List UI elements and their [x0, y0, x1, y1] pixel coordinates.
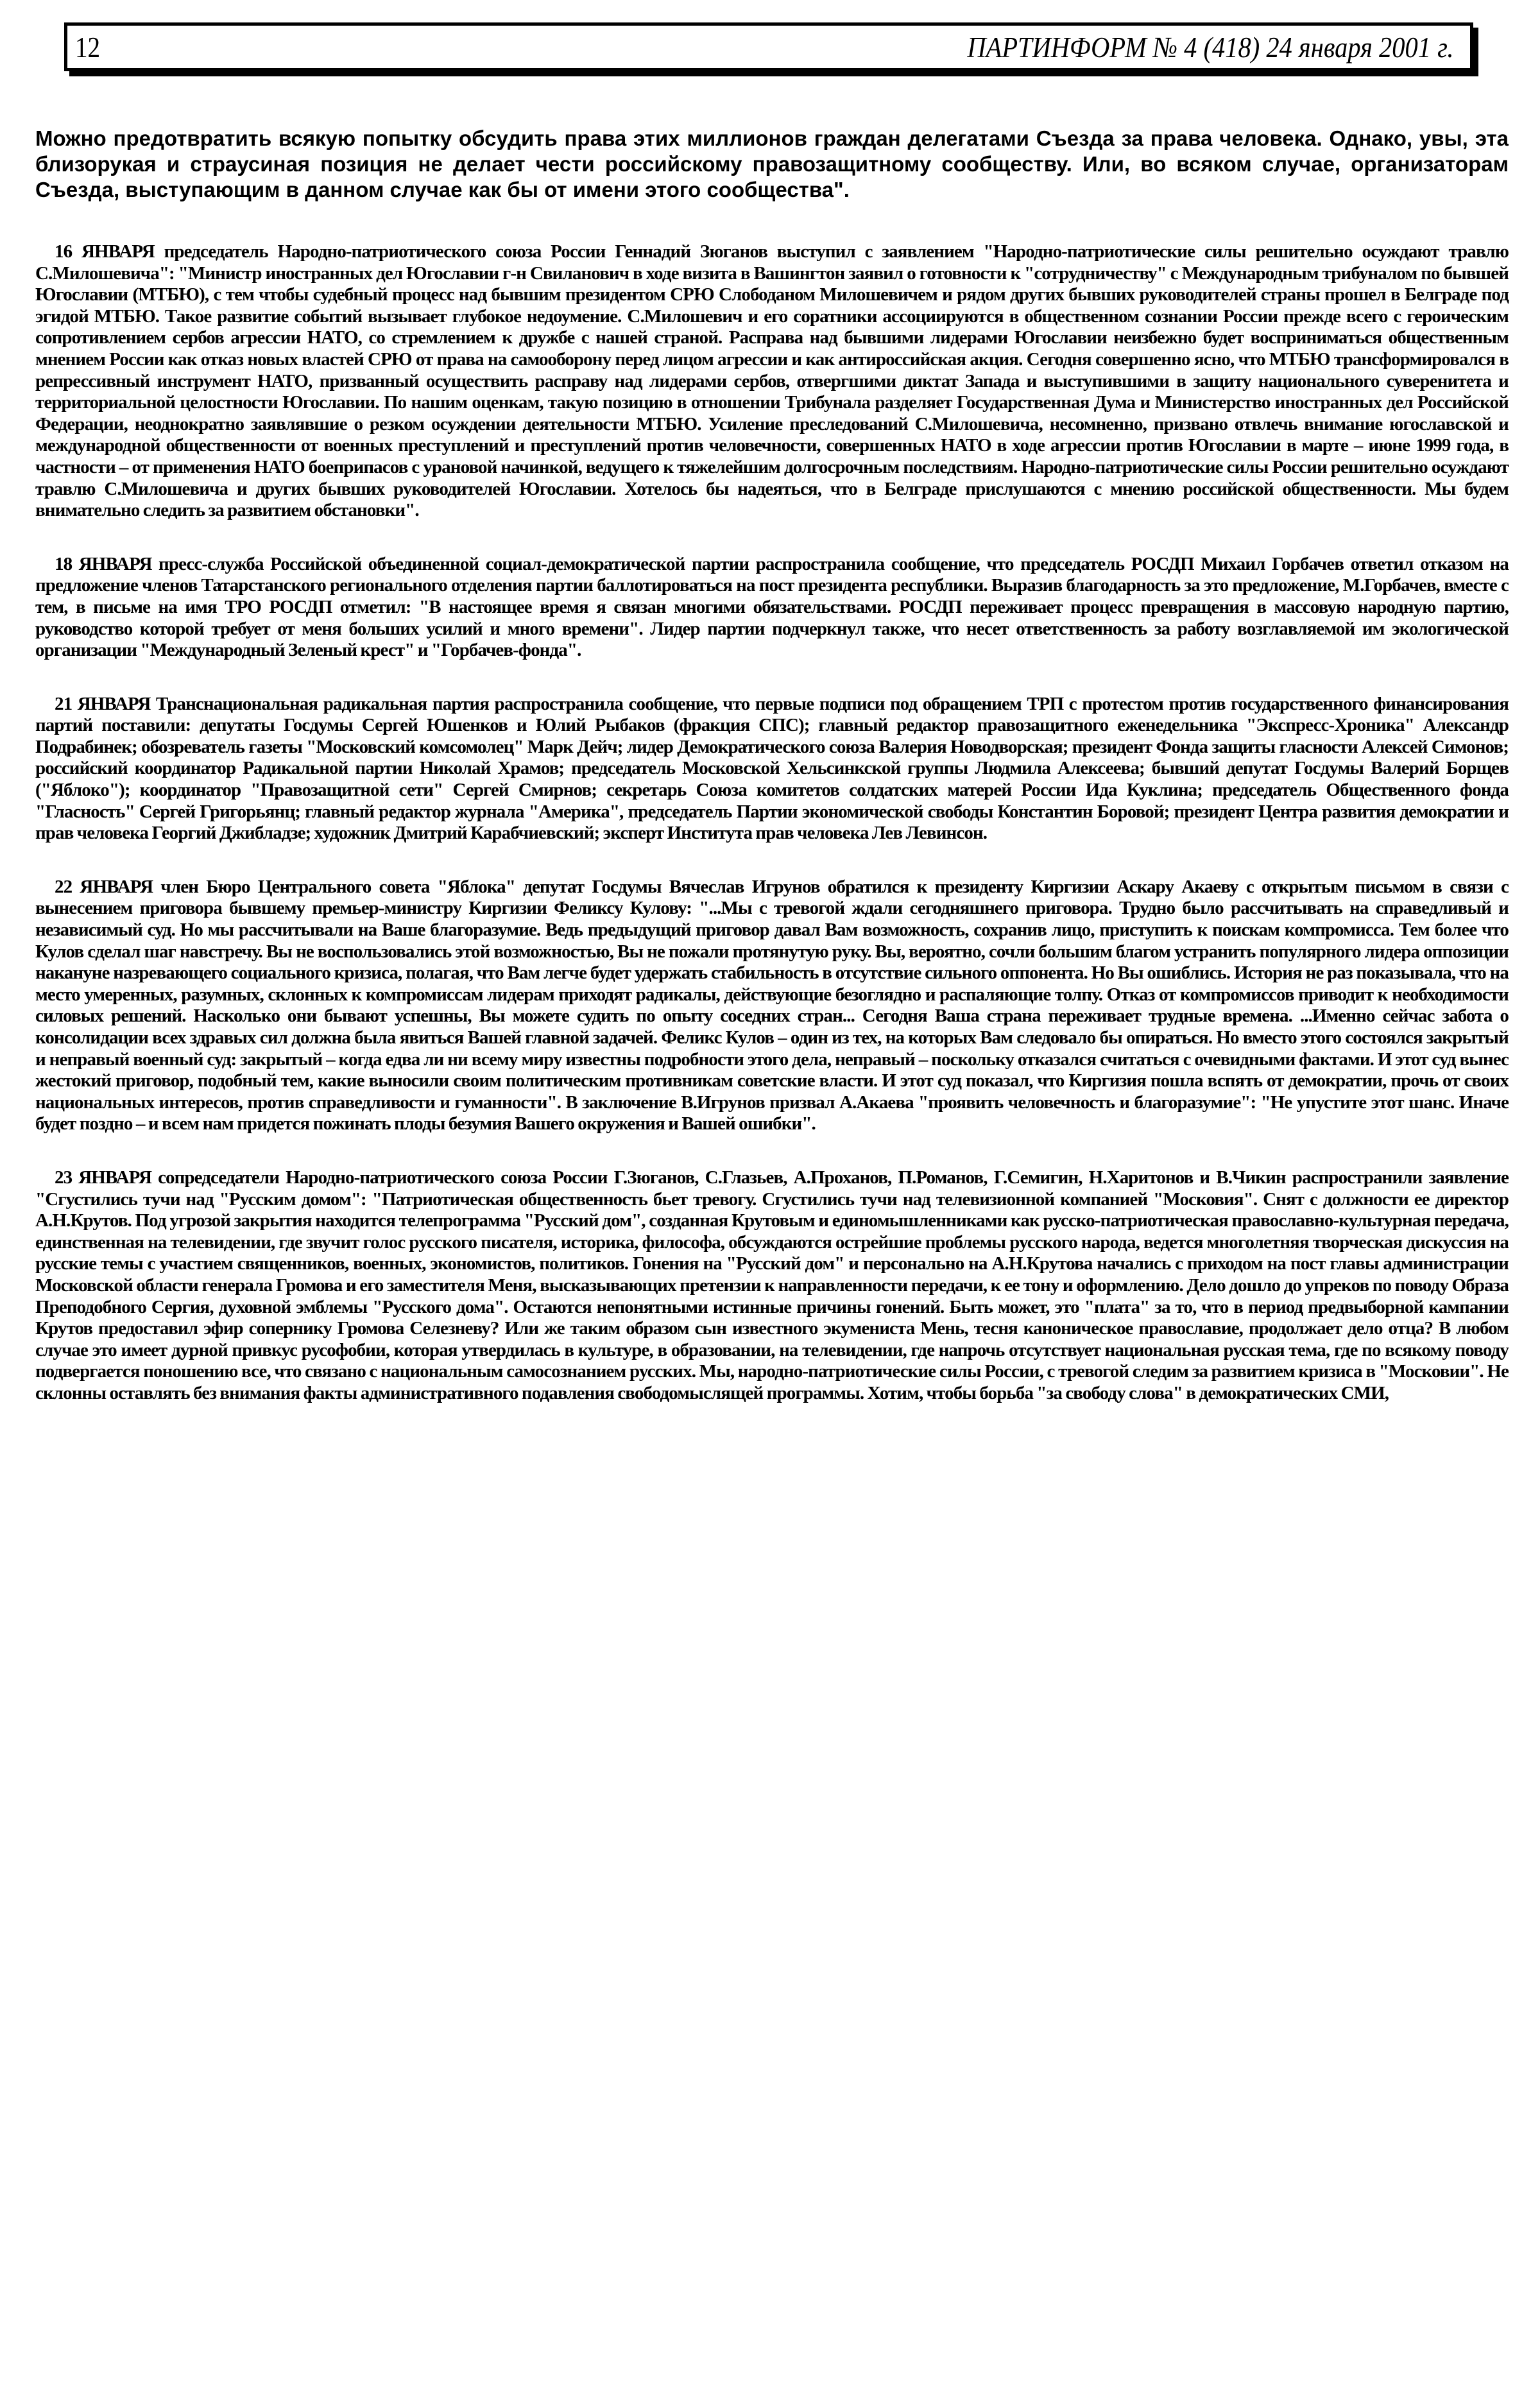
news-item-jan-18 — [35, 554, 1509, 662]
spacer — [35, 203, 1509, 241]
news-date: 22 ЯНВАРЯ — [55, 876, 153, 897]
spacer — [35, 844, 1509, 877]
news-text: Транснациональная радикальная партия распространила сообщение, что первые подписи под обращением ТРП с протестом против государственного финансирования партий поставили: депутаты Госдумы Сергей Юшенков и Юлий Рыбаков (фракция СПС); главный редактор правозащитного еженедельника "Экспресс-Хроника" Александр Подрабинек; обозреватель газеты "Московский комсомолец" Марк Дейч; лидер Демократического союза Валерия Новодворская; президент Фонда защиты гласности Алексей Симонов; российский координатор Радикальной партии Николай Храмов; председатель Московской Хельсинкской группы Людмила Алексеева; бывший депутат Госдумы Валерий Борщев ("Яблоко"); координатор "Правозащитной сети" Сергей Смирнов; секретарь Союза комитетов солдатских матерей России Ида Куклина; председатель Общественного фонда "Гласность" Сергей Григорьянц; главный редактор журнала "Америка", председатель Партии экономической свободы Константин Боровой; президент Центра развития демократии и прав человека Георгий Джибладзе; художник Дмитрий Карабчиевский; эксперт Института прав человека Лев Левинсон. — [35, 693, 1509, 844]
news-text: пресс-служба Российской объединенной социал-демократической партии распространила сообщение, что председатель РОСДП Михаил Горбачев ответил отказом на предложение членов Татарстанского регионального отделения партии баллотироваться на пост президента республики. Выразив благодарность за это предложение, М.Горбачев, вместе с тем, в письме на имя ТРО РОСДП отметил: "В настоящее время я связан многими обязательствами. РОСДП переживает процесс превращения в массовую народную партию, руководство которой требует от меня больших усилий и много времени". Лидер партии подчеркнул также, что несет ответственность за работу возглавляемой им экологической организации "Международный Зеленый крест" и "Горбачев-фонда". — [35, 553, 1509, 661]
spacer — [35, 522, 1509, 554]
spacer — [35, 662, 1509, 694]
news-date: 16 ЯНВАРЯ — [55, 241, 155, 262]
publication-issue-title: ПАРТИНФОРМ № 4 (418) 24 января 2001 г. — [966, 31, 1453, 64]
news-date: 23 ЯНВАРЯ — [55, 1167, 152, 1188]
page-header — [64, 22, 1473, 71]
page-number: 12 — [75, 31, 101, 64]
news-text: председатель Народно-патриотического союза России Геннадий Зюганов выступил с заявлением "Народно-патриотические силы решительно осуждают травлю С.Милошевича": "Министр иностранных дел Югославии г-н Свиланович в ходе визита в Вашингтон заявил о готовности к "сотрудничеству" с Международным трибуналом по бывшей Югославии (МТБЮ), с тем чтобы судебный процесс над бывшим президентом СРЮ Слободаном Милошевичем и рядом других бывших руководителей страны прошел в Белграде под эгидой МТБЮ. Такое развитие событий вызывает глубокое недоумение. С.Милошевич и его соратники ассоциируются в общественном сознании России прежде всего с героическим сопротивлением сербов агрессии НАТО, со стремлением к дружбе с нашей страной. Расправа над бывшими лидерами Югославии неизбежно будет восприниматься общественным мнением России как отказ новых властей СРЮ от права на самооборону перед лицом агрессии и как антироссийская акция. Сегодня совершенно ясно, что МТБЮ трансформировался в репрессивный инструмент НАТО, призванный осуществить расправу над лидерами сербов, отвергшими диктат Запада и выступившими в защиту национального суверенитета и территориальной целостности Югославии. По нашим оценкам, такую позицию в отношении Трибунала разделяет Государственная Дума и Министерство иностранных дел Российской Федерации, неоднократно заявлявшие о резком осуждении деятельности МТБЮ. Усиление преследований С.Милошевича, несомненно, призвано отвлечь внимание югославской и международной общественности от военных преступлений и преступлений против человечности, совершенных НАТО в ходе агрессии против Югославии в марте – июне 1999 года, в частности – от применения НАТО боеприпасов с урановой начинкой, ведущего к тяжелейшим долгосрочным последствиям. Народно-патриотические силы России решительно осуждают травлю С.Милошевича и других бывших руководителей Югославии. Хотелось бы надеяться, что в Белграде прислушаются с мнению российской общественности. Мы будем внимательно следить за развитием обстановки". — [35, 241, 1509, 521]
news-text: сопредседатели Народно-патриотического союза России Г.Зюганов, С.Глазьев, А.Проханов, П.Романов, Г.Семигин, Н.Харитонов и В.Чикин распространили заявление "Сгустились тучи над "Русским домом": "Патриотическая общественность бьет тревогу. Сгустились тучи над телевизионной компанией "Московия". Снят с должности ее директор А.Н.Крутов. Под угрозой закрытия находится телепрограмма "Русский дом", созданная Крутовым и единомышленниками как русско-патриотическая православно-культурная передача, единственная на телевидении, где звучит голос русского писателя, историка, философа, обсуждаются острейшие проблемы русского народа, ведется многолетняя творческая дискуссия на русские темы с участием священников, военных, экономистов, политиков. Гонения на "Русский дом" и персонально на А.Н.Крутова начались с приходом на пост главы администрации Московской области генерала Громова и его заместителя Меня, высказывающих претензии к направленности передачи, к ее тону и оформлению. Дело дошло до упреков по поводу Образа Преподобного Сергия, духовной эмблемы "Русского дома". Остаются непонятными истинные причины гонений. Быть может, это "плата" за то, что в период предвыборной кампании Крутов предоставил эфир сопернику Громова Селезневу? Или же таким образом сын известного экумениста Мень, тесня каноническое православие, продолжает дело отца? В любом случае это имеет дурной привкус русофобии, которая утвердилась в культуре, в образовании, на телевидении, где напрочь отсутствует национальная русская тема, где по всякому поводу подвергается поношению все, что связано с национальным самосознанием русских. Мы, народно-патриотические силы России, с тревогой следим за развитием кризиса в "Московии". Не склонны оставлять без внимания факты административного подавления свободомыслящей программы. Хотим, чтобы борьба "за свободу слова" в демократических СМИ, — [35, 1167, 1509, 1403]
news-text: член Бюро Центрального совета "Яблока" депутат Госдумы Вячеслав Игрунов обратился к президенту Киргизии Аскару Акаеву с открытым письмом в связи с вынесением приговора бывшему премьер-министру Киргизии Феликсу Кулову: "...Мы с тревогой ждали сегодняшнего приговора. Трудно было рассчитывать на справедливый и независимый суд. Но мы рассчитывали на Ваше благоразумие. Ведь предыдущий приговор давал Вам возможность, сохранив лицо, приступить к поискам компромисса. Тем более что Кулов сделал шаг навстречу. Вы не воспользовались этой возможностью, Вы не пожали протянутую руку. Вы, вероятно, сочли большим благом устранить популярного лидера оппозиции накануне назревающего социального кризиса, полагая, что Вам легче будет удержать стабильность в отсутствие сильного оппонента. Но Вы ошиблись. История не раз показывала, что на место умеренных, разумных, склонных к компромиссам лидерам приходят радикалы, действующие безоглядно и распаляющие толпу. Отказ от компромиссов приводит к необходимости силовых решений. Насколько они бывают успешны, Вы можете судить по опыту соседних стран... Сегодня Ваша страна переживает трудные времена. ...Именно сейчас забота о консолидации всех здравых сил должна была явиться Вашей главной задачей. Феликс Кулов – один из тех, на которых Вам следовало бы опираться. Но вместо этого состоялся закрытый и неправый военный суд: закрытый – когда едва ли ни всему миру известны подробности этого дела, неправый – поскольку отказался считаться с очевидными фактами. И этот суд вынес жестокий приговор, подобный тем, какие выносили своим политическим противникам советские власти. И этот суд показал, что Киргизия пошла вспять от демократии, прочь от своих национальных интересов, против справедливости и гуманности". В заключение В.Игрунов призвал А.Акаева "проявить человечность и благоразумие": "Не упустите этот шанс. Иначе будет поздно – и всем нам придется пожинать плоды безумия Вашего окружения и Вашей ошибки". — [35, 876, 1509, 1135]
news-item-jan-23 — [35, 1167, 1509, 1405]
article-body — [35, 126, 1509, 1405]
news-item-jan-21 — [35, 694, 1509, 844]
news-date: 21 ЯНВАРЯ — [55, 693, 151, 714]
lead-paragraph: Можно предотвратить всякую попытку обсудить права этих миллионов граждан делегатами Съезда за права человека. Однако, увы, эта близорукая и страусиная позиция не делает чести российскому правозащитному сообществу. Или, во всяком случае, организаторам Съезда, выступающим в данном случае как бы от имени этого сообщества". — [35, 126, 1509, 201]
news-date: 18 ЯНВАРЯ — [55, 553, 152, 574]
news-item-jan-22 — [35, 877, 1509, 1135]
spacer — [35, 1135, 1509, 1167]
news-item-jan-16 — [35, 241, 1509, 522]
